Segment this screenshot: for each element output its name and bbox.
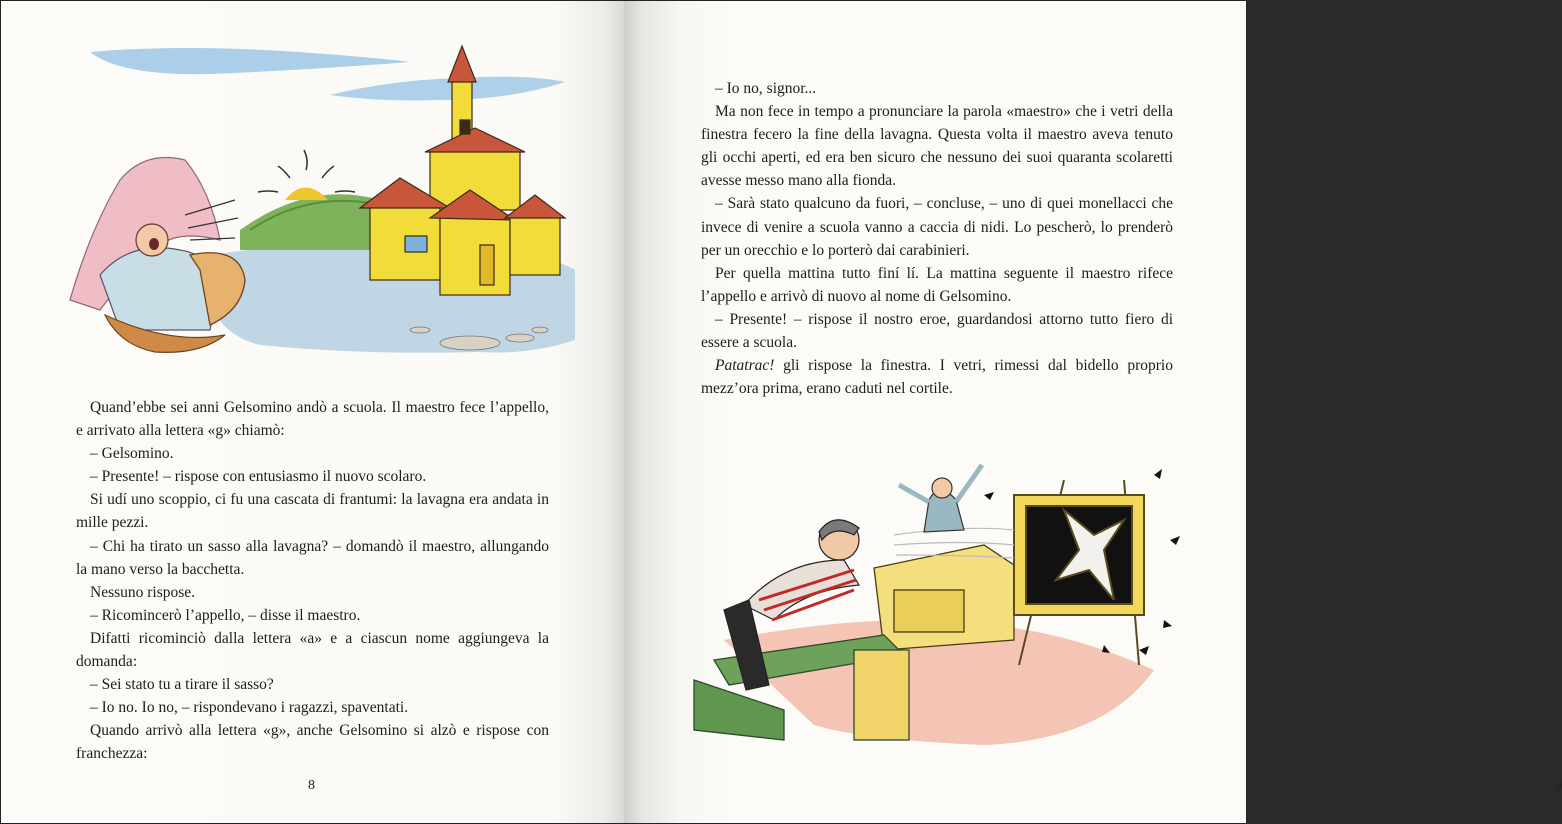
village-cradle-illustration	[60, 40, 580, 370]
right-page-text	[701, 77, 1173, 400]
page-number: 9	[1555, 780, 1562, 795]
paragraph: Si udí uno scoppio, ci fu una cascata di frantumi: la lavagna era andata in mille pezzi.	[76, 491, 549, 532]
left-page-text	[76, 396, 549, 766]
italic-word: Patatrac!	[715, 357, 775, 375]
paragraph: – Sei stato tu a tirare il sasso?	[90, 676, 274, 694]
paragraph: Per quella mattina tutto finí lí. La mattina seguente il maestro rifece l’appello e arrivò di nuovo al nome di Gelsomino.	[701, 264, 1173, 305]
classroom-illustration	[684, 440, 1204, 750]
paragraph: – Sarà stato qualcuno da fuori, – concluse, – uno di quei monellacci che invece di venire a scuola vanno a caccia di nidi. Lo pescherò, lo prenderò per un orecchio e lo porterò dai carabinieri.	[701, 195, 1173, 259]
paragraph: – Io no. Io no, – rispondevano i ragazzi, spaventati.	[90, 699, 409, 717]
paragraph: – Ricomincerò l’appello, – disse il maestro.	[90, 606, 361, 624]
paragraph: – Presente! – rispose con entusiasmo il nuovo scolaro.	[90, 468, 427, 486]
paragraph: – Presente! – rispose il nostro eroe, guardandosi attorno tutto fiero di essere a scuola.	[701, 310, 1173, 352]
paragraph-rest: gli rispose la finestra. I vetri, rimessi dal bidello proprio mezz’ora prima, erano caduti nel cortile.	[701, 357, 1173, 398]
paragraph: Ma non fece in tempo a pronunciare la parola «maestro» che i vetri della finestra fecero la fine della lavagna. Questa volta il maestro aveva tenuto gli occhi aperti, ed era ben sicuro che nessuno dei suoi quaranta scolaretti avesse messo mano alla fionda.	[701, 103, 1173, 190]
paragraph: Nessuno rispose.	[90, 583, 196, 601]
paragraph: – Chi ha tirato un sasso alla lavagna? – domandò il maestro, allungando la mano verso la bacchetta.	[76, 537, 549, 578]
paragraph: Quand’ebbe sei anni Gelsomino andò a scuola. Il maestro fece l’appello, e arrivato alla lettera «g» chiamò:	[76, 399, 549, 440]
right-page	[624, 0, 1562, 824]
paragraph: Quando arrivò alla lettera «g», anche Gelsomino si alzò e rispose con franchezza:	[76, 722, 549, 763]
paragraph: – Gelsomino.	[90, 445, 174, 463]
paragraph: Difatti ricominciò dalla lettera «a» e a ciascun nome aggiungeva la domanda:	[76, 629, 549, 671]
page-number: 8	[308, 778, 315, 793]
paragraph	[701, 354, 1173, 400]
paragraph: – Io no, signor...	[715, 80, 817, 97]
left-page	[0, 0, 624, 824]
